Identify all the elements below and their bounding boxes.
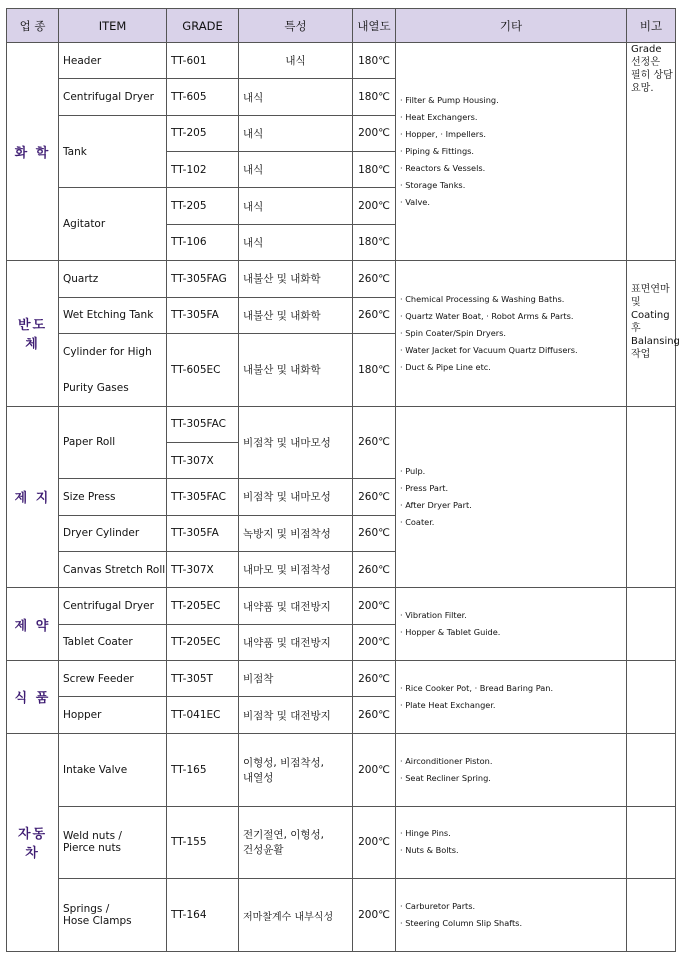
feature-cell: 비점착 xyxy=(239,661,353,697)
etc-line: · Storage Tanks. xyxy=(400,180,466,191)
temp-cell: 200℃ xyxy=(353,806,396,879)
etc-cell-pharma xyxy=(396,588,627,661)
item-cell: Agitator xyxy=(59,188,167,261)
note-cell xyxy=(627,733,676,806)
item-cell: Intake Valve xyxy=(59,733,167,806)
etc-line: · Plate Heat Exchanger. xyxy=(400,699,496,710)
note-cell-paper xyxy=(627,406,676,588)
item-cell: Size Press xyxy=(59,479,167,515)
note-line: Balansing xyxy=(631,336,680,348)
feature-cell xyxy=(239,733,353,806)
temp-cell: 180℃ xyxy=(353,224,396,260)
etc-line: · Hopper & Tablet Guide. xyxy=(400,627,501,638)
table-row xyxy=(7,661,676,697)
etc-cell xyxy=(396,806,627,879)
temp-cell: 260℃ xyxy=(353,661,396,697)
etc-line: · Carburetor Parts. xyxy=(400,901,476,912)
feature-cell: 내불산 및 내화학 xyxy=(239,333,353,406)
feature-cell: 녹방지 및 비점착성 xyxy=(239,515,353,551)
feature-cell: 비점착 및 내마모성 xyxy=(239,406,353,479)
feature-cell xyxy=(239,879,353,952)
grade-cell: TT-164 xyxy=(167,879,239,952)
table-row xyxy=(7,588,676,624)
temp-cell: 260℃ xyxy=(353,697,396,733)
etc-line: · Spin Coater/Spin Dryers. xyxy=(400,327,507,338)
etc-line: · Coater. xyxy=(400,516,435,527)
feature-cell: 내식 xyxy=(239,224,353,260)
feature-cell: 내약품 및 대전방지 xyxy=(239,588,353,624)
etc-line: · Hopper, · Impellers. xyxy=(400,129,487,140)
industry-food: 식 품 xyxy=(7,661,59,734)
item-cell: Hopper xyxy=(59,697,167,733)
header-remarks: 비고 xyxy=(627,9,676,43)
note-line: Grade xyxy=(631,44,662,55)
etc-line: · Hinge Pins. xyxy=(400,828,451,839)
feature-cell: 내약품 및 대전방지 xyxy=(239,624,353,660)
note-line: 요망. xyxy=(631,83,654,94)
item-cell: Paper Roll xyxy=(59,406,167,479)
grade-cell: TT-305FAC xyxy=(167,406,239,442)
feature-cell xyxy=(239,806,353,879)
temp-cell: 260℃ xyxy=(353,406,396,479)
temp-cell: 200℃ xyxy=(353,588,396,624)
grade-cell: TT-205EC xyxy=(167,588,239,624)
grade-cell: TT-605 xyxy=(167,79,239,115)
item-cell: Canvas Stretch Roll xyxy=(59,552,167,588)
note-cell xyxy=(627,879,676,952)
feature-line: 저마찰계수 내부식성 xyxy=(243,911,334,923)
feature-cell: 내불산 및 내화학 xyxy=(239,261,353,297)
temp-cell: 260℃ xyxy=(353,261,396,297)
note-cell-food xyxy=(627,661,676,734)
feature-cell: 내식 xyxy=(239,188,353,224)
item-cell: Centrifugal Dryer xyxy=(59,79,167,115)
note-line: 및 xyxy=(631,297,641,309)
note-line: 작업 xyxy=(631,349,651,361)
note-line: 후 xyxy=(631,323,641,335)
feature-cell: 내식 xyxy=(239,79,353,115)
item-cell: Screw Feeder xyxy=(59,661,167,697)
grade-cell: TT-205 xyxy=(167,115,239,151)
feature-cell: 비점착 및 대전방지 xyxy=(239,697,353,733)
etc-cell-paper xyxy=(396,406,627,588)
item-cell: Tablet Coater xyxy=(59,624,167,660)
feature-line: 전기절연, 이형성, xyxy=(243,829,325,842)
feature-cell: 내식 xyxy=(239,152,353,188)
etc-line: · Seat Recliner Spring. xyxy=(400,772,491,783)
industry-pharma: 제 약 xyxy=(7,588,59,661)
header-industry: 업 종 xyxy=(7,9,59,43)
temp-cell: 200℃ xyxy=(353,624,396,660)
header-heat-resistance: 내열도 xyxy=(353,9,396,43)
item-line: Weld nuts / xyxy=(63,830,122,843)
table-row xyxy=(7,43,676,79)
temp-cell: 180℃ xyxy=(353,333,396,406)
grade-cell: TT-041EC xyxy=(167,697,239,733)
etc-line: · Quartz Water Boat, · Robot Arms & Parts. xyxy=(400,310,574,321)
etc-cell-food xyxy=(396,661,627,734)
industry-paper: 제 지 xyxy=(7,406,59,588)
feature-cell: 비점착 및 내마모성 xyxy=(239,479,353,515)
etc-cell xyxy=(396,879,627,952)
grade-cell: TT-305FAG xyxy=(167,261,239,297)
feature-cell: 내식 xyxy=(239,115,353,151)
item-cell: Tank xyxy=(59,115,167,188)
grade-cell: TT-102 xyxy=(167,152,239,188)
feature-line: 이형성, 비점착성, xyxy=(243,756,325,769)
temp-cell: 260℃ xyxy=(353,552,396,588)
temp-cell: 200℃ xyxy=(353,188,396,224)
etc-line: · Water Jacket for Vacuum Quartz Diffusers. xyxy=(400,344,578,355)
item-cell xyxy=(59,806,167,879)
table-row xyxy=(7,733,676,806)
grade-cell: TT-305FA xyxy=(167,297,239,333)
note-line: 선정은 xyxy=(631,57,660,68)
temp-cell: 200℃ xyxy=(353,733,396,806)
temp-cell: 180℃ xyxy=(353,152,396,188)
temp-cell: 200℃ xyxy=(353,879,396,952)
etc-line: · Steering Column Slip Shafts. xyxy=(400,918,523,929)
note-cell-pharma xyxy=(627,588,676,661)
grade-cell: TT-307X xyxy=(167,442,239,478)
grade-cell: TT-165 xyxy=(167,733,239,806)
item-cell: Dryer Cylinder xyxy=(59,515,167,551)
feature-cell: 내식 xyxy=(239,43,353,79)
table-row xyxy=(7,406,676,442)
etc-cell-semiconductor xyxy=(396,261,627,406)
header-grade: GRADE xyxy=(167,9,239,43)
etc-line: · Vibration Filter. xyxy=(400,610,467,621)
grade-cell: TT-305FA xyxy=(167,515,239,551)
item-cell: Cylinder for High xyxy=(59,333,167,369)
item-line: Springs / xyxy=(63,903,110,916)
table-row xyxy=(7,806,676,879)
etc-line: · Valve. xyxy=(400,197,430,208)
temp-cell: 180℃ xyxy=(353,79,396,115)
item-cell: Header xyxy=(59,43,167,79)
etc-line: · Airconditioner Piston. xyxy=(400,755,493,766)
specification-table xyxy=(6,8,680,952)
feature-cell: 내불산 및 내화학 xyxy=(239,297,353,333)
etc-cell-chemical xyxy=(396,43,627,261)
etc-line: · After Dryer Part. xyxy=(400,499,472,510)
industry-semiconductor: 반도체 xyxy=(7,261,59,406)
note-cell-semiconductor xyxy=(627,261,680,406)
grade-cell: TT-307X xyxy=(167,552,239,588)
note-cell xyxy=(627,806,676,879)
temp-cell: 260℃ xyxy=(353,515,396,551)
industry-chemical: 화 학 xyxy=(7,43,59,261)
feature-line: 내열성 xyxy=(243,771,274,784)
etc-line: · Heat Exchangers. xyxy=(400,112,478,123)
temp-cell: 260℃ xyxy=(353,479,396,515)
temp-cell: 200℃ xyxy=(353,115,396,151)
etc-line: · Duct & Pipe Line etc. xyxy=(400,361,491,372)
etc-cell xyxy=(396,733,627,806)
item-cell xyxy=(59,879,167,952)
table-row xyxy=(7,879,676,952)
grade-cell: TT-155 xyxy=(167,806,239,879)
etc-line: · Rice Cooker Pot, · Bread Baring Pan. xyxy=(400,682,554,693)
feature-line: 건성윤활 xyxy=(243,844,284,857)
note-cell-chemical xyxy=(627,43,676,261)
item-cell: Centrifugal Dryer xyxy=(59,588,167,624)
grade-cell: TT-605EC xyxy=(167,333,239,406)
etc-line: · Piping & Fittings. xyxy=(400,146,475,157)
note-line: 필히 상담 xyxy=(631,70,673,81)
note-line: 표면연마 xyxy=(631,284,670,296)
etc-line: · Chemical Processing & Washing Baths. xyxy=(400,293,565,304)
industry-automotive: 자동차 xyxy=(7,733,59,951)
grade-cell: TT-305FAC xyxy=(167,479,239,515)
item-cell: Wet Etching Tank xyxy=(59,297,167,333)
grade-cell: TT-106 xyxy=(167,224,239,260)
item-line: Pierce nuts xyxy=(63,842,122,855)
etc-line: · Filter & Pump Housing. xyxy=(400,95,499,106)
header-row xyxy=(7,9,676,43)
item-line: Hose Clamps xyxy=(63,915,132,928)
grade-cell: TT-601 xyxy=(167,43,239,79)
item-cell: Purity Gases xyxy=(59,370,167,406)
table-row xyxy=(7,261,676,297)
grade-cell: TT-205EC xyxy=(167,624,239,660)
temp-cell: 260℃ xyxy=(353,297,396,333)
header-other: 기타 xyxy=(396,9,627,43)
etc-line: · Reactors & Vessels. xyxy=(400,163,486,174)
header-feature: 특성 xyxy=(239,9,353,43)
grade-cell: TT-305T xyxy=(167,661,239,697)
item-cell: Quartz xyxy=(59,261,167,297)
temp-cell: 180℃ xyxy=(353,43,396,79)
grade-cell: TT-205 xyxy=(167,188,239,224)
etc-line: · Press Part. xyxy=(400,482,449,493)
note-line: Coating xyxy=(631,310,670,322)
etc-line: · Pulp. xyxy=(400,465,426,476)
header-item: ITEM xyxy=(59,9,167,43)
etc-line: · Nuts & Bolts. xyxy=(400,845,459,856)
feature-cell: 내마모 및 비점착성 xyxy=(239,552,353,588)
